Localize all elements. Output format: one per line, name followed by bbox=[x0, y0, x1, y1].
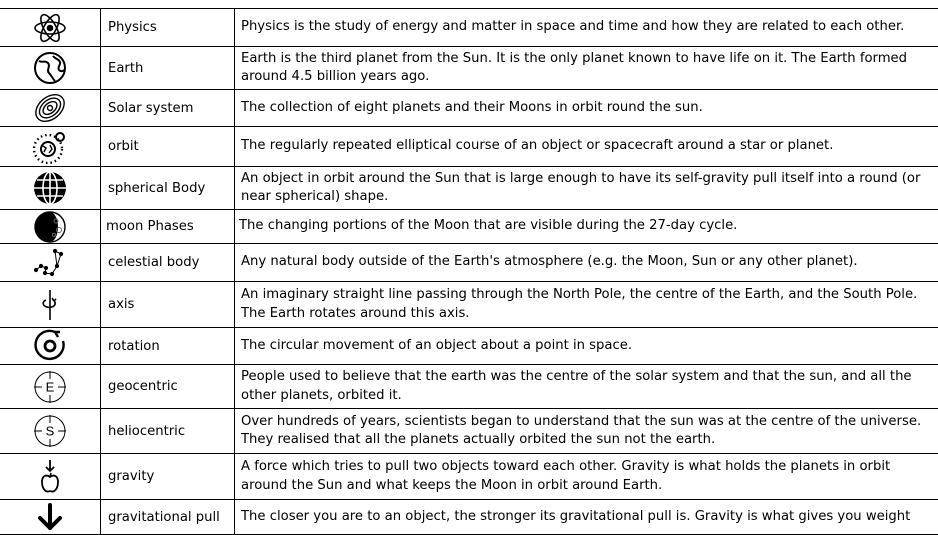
table-row bbox=[0, 9, 938, 47]
definition-cell: Physics is the study of energy and matter in space and time and how they are related to each other. bbox=[235, 9, 938, 47]
icon-cell bbox=[0, 409, 101, 454]
definition-cell: The changing portions of the Moon that are visible during the 27-day cycle. bbox=[235, 210, 938, 244]
term-cell: celestial body bbox=[101, 244, 235, 282]
moon-phase-icon bbox=[34, 211, 66, 243]
atom-icon bbox=[33, 11, 67, 45]
definition-cell: An imaginary straight line passing through the North Pole, the centre of the Earth, and the South Pole. The Earth rotates around this axis. bbox=[235, 282, 938, 328]
definition-cell: Over hundreds of years, scientists began to understand that the sun was at the centre of the universe. They realised that all the planets actually orbited the sun not the earth. bbox=[235, 409, 938, 454]
term-cell: orbit bbox=[101, 127, 235, 167]
term-cell: gravity bbox=[101, 454, 235, 500]
term-cell: Earth bbox=[101, 47, 235, 90]
globe-icon bbox=[33, 171, 67, 205]
icon-letter: E bbox=[46, 379, 55, 394]
geocentric-icon bbox=[33, 370, 67, 404]
icon-letter: S bbox=[46, 424, 55, 439]
icon-cell bbox=[0, 47, 101, 90]
term-cell: heliocentric bbox=[101, 409, 235, 454]
term-cell: Physics bbox=[101, 9, 235, 47]
solar-system-icon bbox=[33, 91, 67, 125]
term-cell: moon Phases bbox=[101, 210, 235, 244]
icon-cell bbox=[0, 167, 101, 210]
icon-cell bbox=[0, 210, 101, 244]
table-row bbox=[0, 365, 938, 409]
table-row bbox=[0, 167, 938, 210]
table-row bbox=[0, 47, 938, 90]
term-cell: geocentric bbox=[101, 365, 235, 409]
heliocentric-icon bbox=[33, 414, 67, 448]
definition-cell: The regularly repeated elliptical course of an object or spacecraft around a star or planet. bbox=[235, 127, 938, 167]
term-cell: Solar system bbox=[101, 90, 235, 127]
definition-cell: An object in orbit around the Sun that is large enough to have its self-gravity pull itself into a round (or near spherical) shape. bbox=[235, 167, 938, 210]
icon-cell bbox=[0, 90, 101, 127]
icon-cell bbox=[0, 127, 101, 167]
definition-cell: The collection of eight planets and their Moons in orbit round the sun. bbox=[235, 90, 938, 127]
table-row bbox=[0, 500, 938, 535]
definition-cell: People used to believe that the earth was the centre of the solar system and that the sun, and all the other planets, orbited it. bbox=[235, 365, 938, 409]
definition-cell: The circular movement of an object about a point in space. bbox=[235, 328, 938, 365]
definition-cell: Earth is the third planet from the Sun. It is the only planet known to have life on it. The Earth formed around 4.5 billion years ago. bbox=[235, 47, 938, 90]
axis-icon bbox=[33, 288, 67, 322]
table-row bbox=[0, 409, 938, 454]
earth-icon bbox=[33, 51, 67, 85]
table-row bbox=[0, 454, 938, 500]
term-cell: spherical Body bbox=[101, 167, 235, 210]
table-row bbox=[0, 328, 938, 365]
term-cell: gravitational pull bbox=[101, 500, 235, 535]
down-arrow-icon bbox=[35, 502, 65, 532]
apple-gravity-icon bbox=[33, 459, 67, 495]
glossary-table bbox=[0, 8, 938, 535]
icon-cell bbox=[0, 328, 101, 365]
term-cell: axis bbox=[101, 282, 235, 328]
icon-cell bbox=[0, 9, 101, 47]
table-row bbox=[0, 282, 938, 328]
icon-cell bbox=[0, 282, 101, 328]
icon-cell bbox=[0, 365, 101, 409]
orbit-icon bbox=[32, 129, 68, 165]
icon-cell bbox=[0, 500, 101, 535]
table-row bbox=[0, 210, 938, 244]
icon-cell bbox=[0, 454, 101, 500]
rotation-icon bbox=[33, 329, 67, 363]
definition-cell: The closer you are to an object, the stronger its gravitational pull is. Gravity is what gives you weight bbox=[235, 500, 938, 535]
term-cell: rotation bbox=[101, 328, 235, 365]
table-row bbox=[0, 244, 938, 282]
icon-cell bbox=[0, 244, 101, 282]
definition-cell: Any natural body outside of the Earth's atmosphere (e.g. the Moon, Sun or any other planet). bbox=[235, 244, 938, 282]
constellation-icon bbox=[33, 246, 67, 280]
table-row bbox=[0, 127, 938, 167]
definition-cell: A force which tries to pull two objects toward each other. Gravity is what holds the planets in orbit around the Sun and what keeps the Moon in orbit around Earth. bbox=[235, 454, 938, 500]
table-row bbox=[0, 90, 938, 127]
